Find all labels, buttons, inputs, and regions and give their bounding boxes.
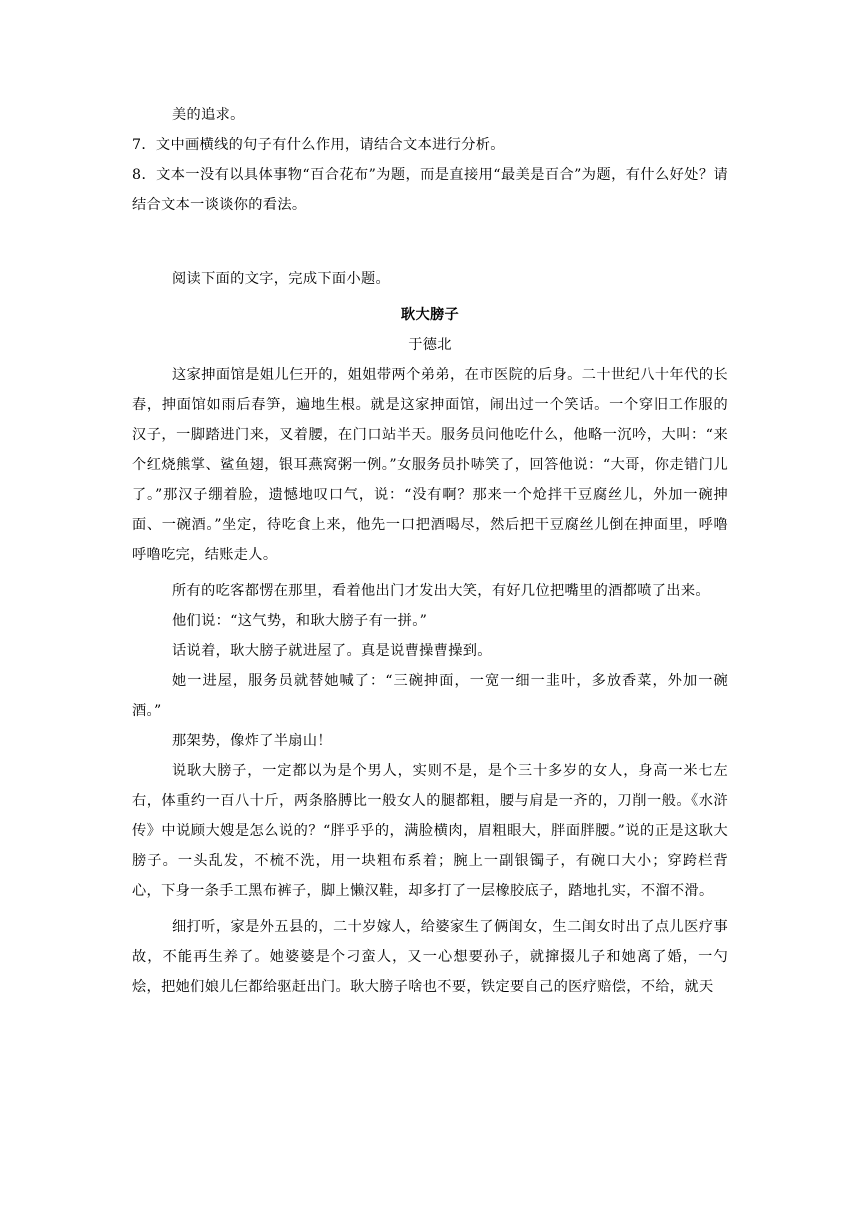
paragraph-5: 她一进屋，服务员就替她喊了：“三碗抻面，一宽一细一韭叶，多放香菜，外加一碗酒。” (132, 673, 728, 719)
document-body (132, 100, 728, 1002)
section-gap (132, 220, 728, 264)
article-title: 耿大膀子 (400, 307, 460, 323)
paragraph-8: 细打听，家是外五县的，二十岁嫁人，给婆家生了俩闺女，生二闺女时出了点儿医疗事故，不能再生养了。她婆婆是个刁蛮人，又一心想要孙子，就撺掇儿子和她离了婚，一勺烩，把她们娘儿仨都给驱赶出门。耿大膀子啥也不要，铁定要自己的医疗赔偿，不给，就天 (132, 919, 728, 995)
paragraph-6: 那架势，像炸了半扇山！ (172, 733, 332, 749)
reading-instruction: 阅读下面的文字，完成下面小题。 (172, 271, 391, 287)
question-8: 8．文本一没有以具体事物“百合花布”为题，而是直接用“最美是百合”为题，有什么好处？请结合文本一谈谈你的看法。 (132, 167, 728, 213)
paragraph-7: 说耿大膀子，一定都以为是个男人，实则不是，是个三十多岁的女人，身高一米七左右，体重约一百八十斤，两条胳膊比一般女人的腿都粗，腰与肩是一齐的，刀削一般。《水浒传》中说顾大嫂是怎么说的？“胖乎乎的，满脸横肉，眉粗眼大，胖面胖腰。”说的正是这耿大膀子。一头乱发，不梳不洗，用一块粗布系着；腕上一副银镯子，有碗口大小；穿跨栏背心，下身一条手工黑布裤子，脚上懒汉鞋，却多打了一层橡胶底子，踏地扎实，不溜不滑。 (132, 763, 728, 899)
paragraph-1: 这家抻面馆是姐儿仨开的，姐姐带两个弟弟，在市医院的后身。二十世纪八十年代的长春，抻面馆如雨后春笋，遍地生根。就是这家抻面馆，闹出过一个笑话。一个穿旧工作服的汉子，一脚踏进门来，叉着腰，在门口站半天。服务员问他吃什么，他略一沉吟，大叫：“来个红烧熊掌、鲨鱼翅，银耳燕窝粥一例。”女服务员扑哧笑了，回答他说：“大哥，你走错门儿了。”那汉子绷着脸，遗憾地叹口气，说：“没有啊？那来一个炝拌干豆腐丝儿，外加一碗抻面、一碗酒。”坐定，待吃食上来，他先一口把酒喝尽，然后把干豆腐丝儿倒在抻面里，呼噜呼噜吃完，结账走人。 (132, 367, 728, 563)
article-author: 于德北 (408, 337, 452, 353)
continuation-line: 美的追求。 (172, 107, 245, 123)
paragraph-4: 话说着，耿大膀子就进屋了。真是说曹操曹操到。 (172, 643, 492, 659)
paragraph-2: 所有的吃客都愣在那里，看着他出门才发出大笑，有好几位把嘴里的酒都喷了出来。 (172, 583, 710, 599)
paragraph-3: 他们说：“这气势，和耿大膀子有一拼。” (172, 613, 428, 629)
question-7: 7．文中画横线的句子有什么作用，请结合文本进行分析。 (132, 137, 505, 153)
